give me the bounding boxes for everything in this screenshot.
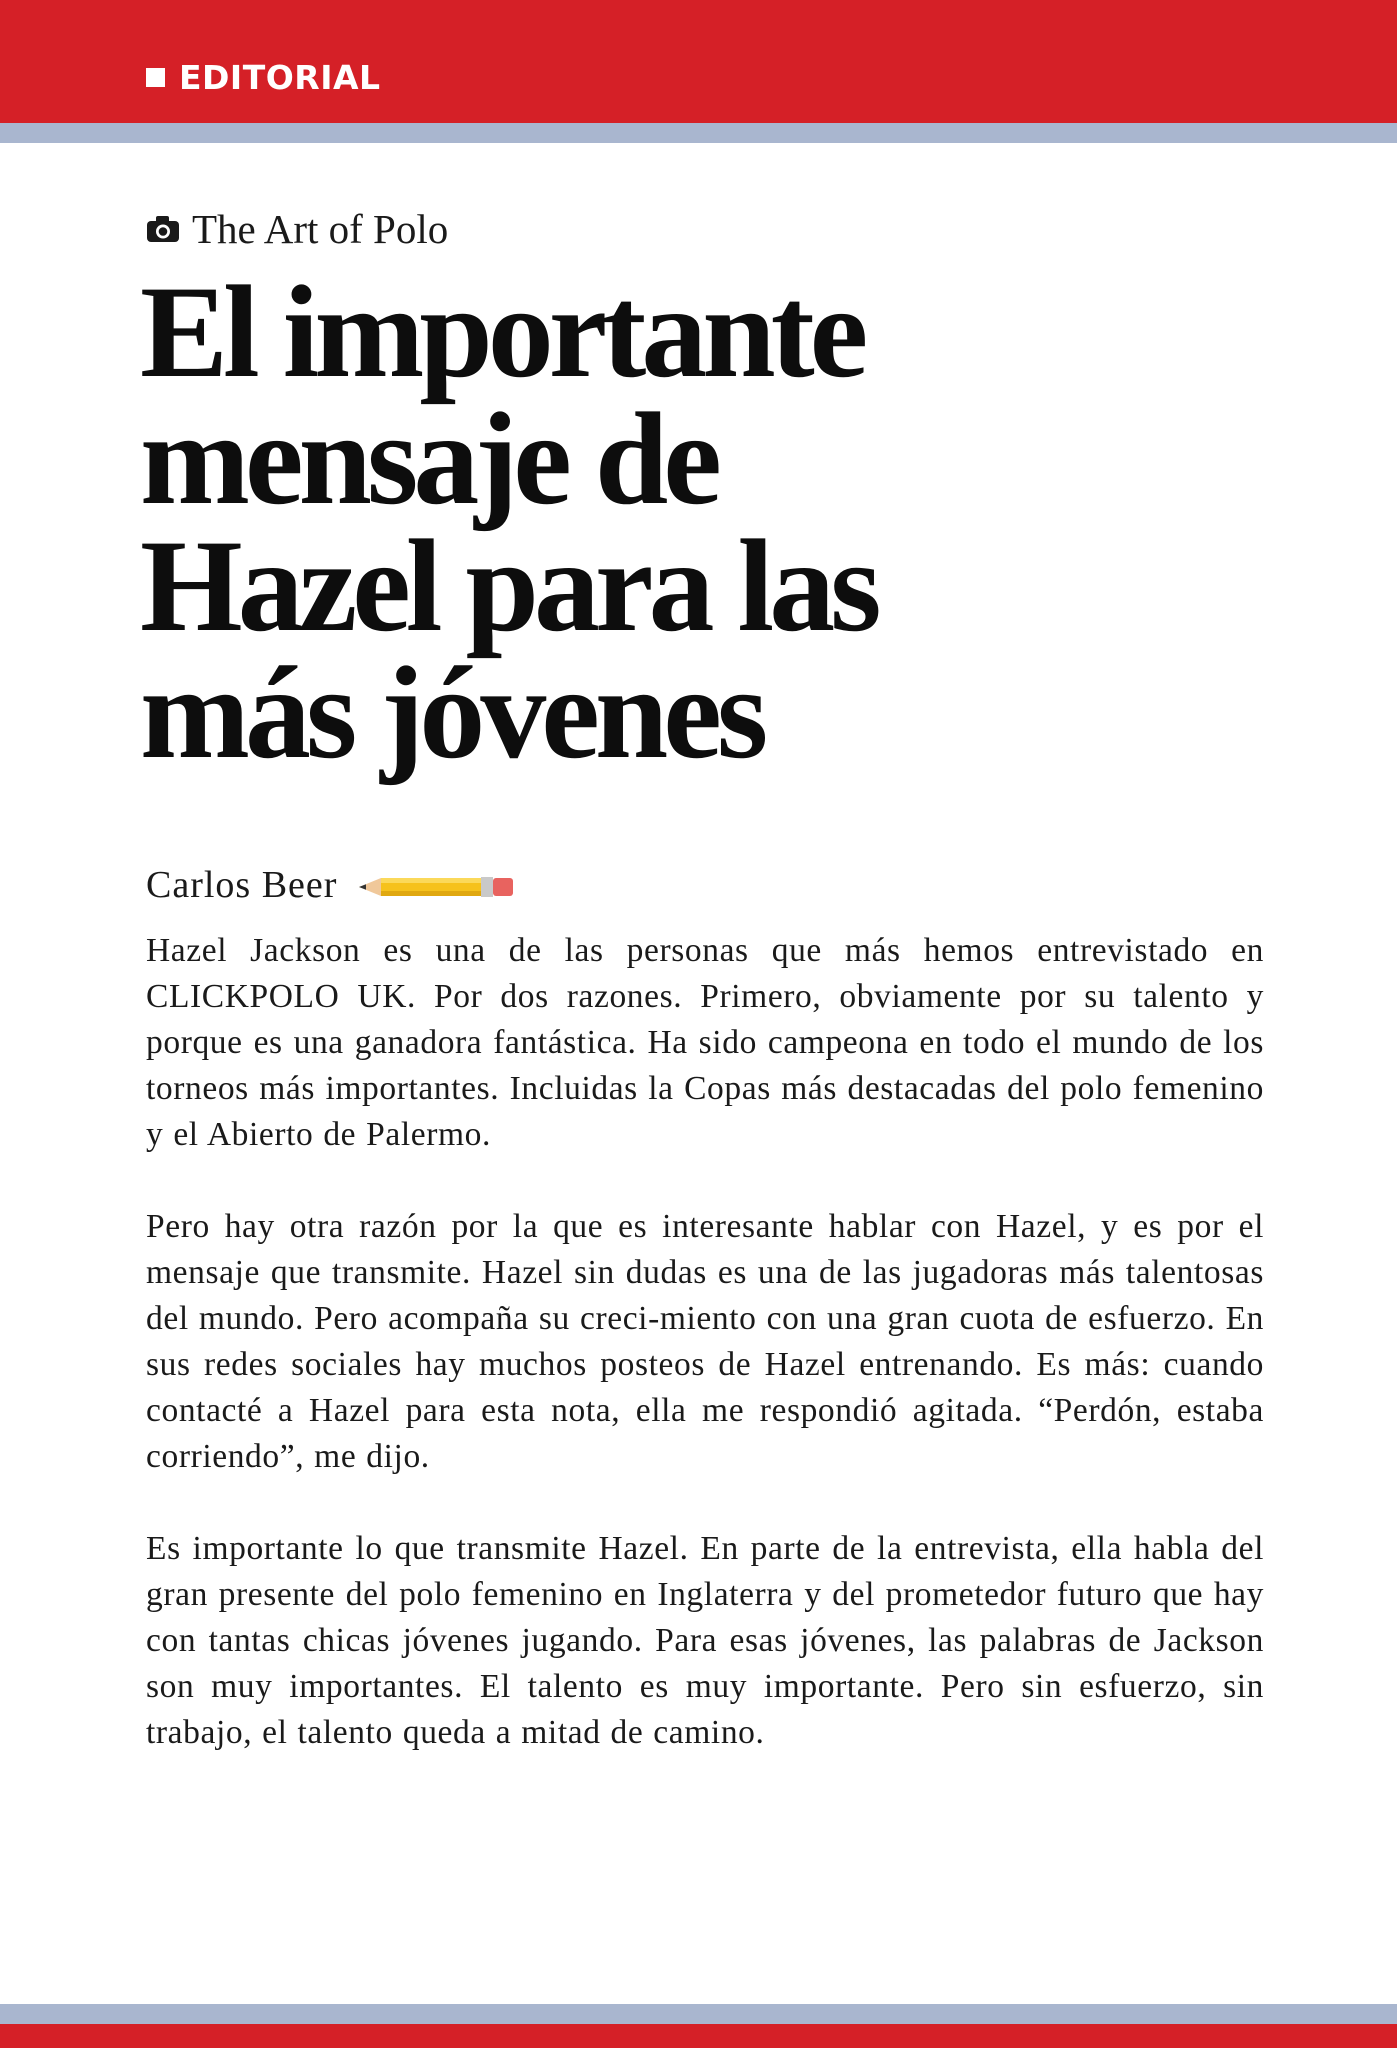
byline xyxy=(146,863,515,907)
square-icon xyxy=(146,68,165,87)
kicker xyxy=(146,205,448,253)
headline-line: más jóvenes xyxy=(140,639,764,786)
headline-line: El importante xyxy=(140,258,864,405)
author-name: Carlos Beer xyxy=(146,864,338,906)
top-stripe xyxy=(0,123,1397,143)
pencil-icon xyxy=(357,874,515,900)
article-body xyxy=(146,928,1264,1802)
article-paragraph: Pero hay otra razón por la que es interesante hablar con Hazel, y es por el mensaje que transmite. Hazel sin dudas es una de las jugadoras más talentosas del mundo. Pero acompaña su creci-miento con una gran cuota de esfuerzo. En sus redes sociales hay muchos posteos de Hazel entrenando. Es más: cuando contacté a Hazel para esta nota, ella me respondió agitada. “Perdón, estaba corriendo”, me dijo. xyxy=(146,1208,1264,1475)
section-label xyxy=(146,58,381,97)
section-title: EDITORIAL xyxy=(179,58,381,97)
headline-line: Hazel para las xyxy=(140,512,877,659)
camera-icon xyxy=(146,215,180,243)
kicker-text: The Art of Polo xyxy=(192,206,449,252)
bottom-stripe xyxy=(0,2004,1397,2024)
bottom-banner xyxy=(0,2024,1397,2048)
article-paragraph: Es importante lo que transmite Hazel. En parte de la entrevista, ella habla del gran presente del polo femenino en Inglaterra y del prometedor futuro que hay con tantas chicas jóvenes jugando. Para esas jóvenes, las palabras de Jackson son muy importantes. El talento es muy importante. Pero sin esfuerzo, sin trabajo, el talento queda a mitad de camino. xyxy=(146,1530,1264,1751)
article-paragraph: Hazel Jackson es una de las personas que más hemos entrevistado en CLICKPOLO UK. Por dos razones. Primero, obviamente por su talento y porque es una ganadora fantástica. Ha sido campeona en todo el mundo de los torneos más importantes. Incluidas la Copas más destacadas del polo femenino y el Abierto de Palermo. xyxy=(146,932,1264,1153)
headline xyxy=(140,258,1240,786)
headline-line: mensaje de xyxy=(140,385,717,532)
